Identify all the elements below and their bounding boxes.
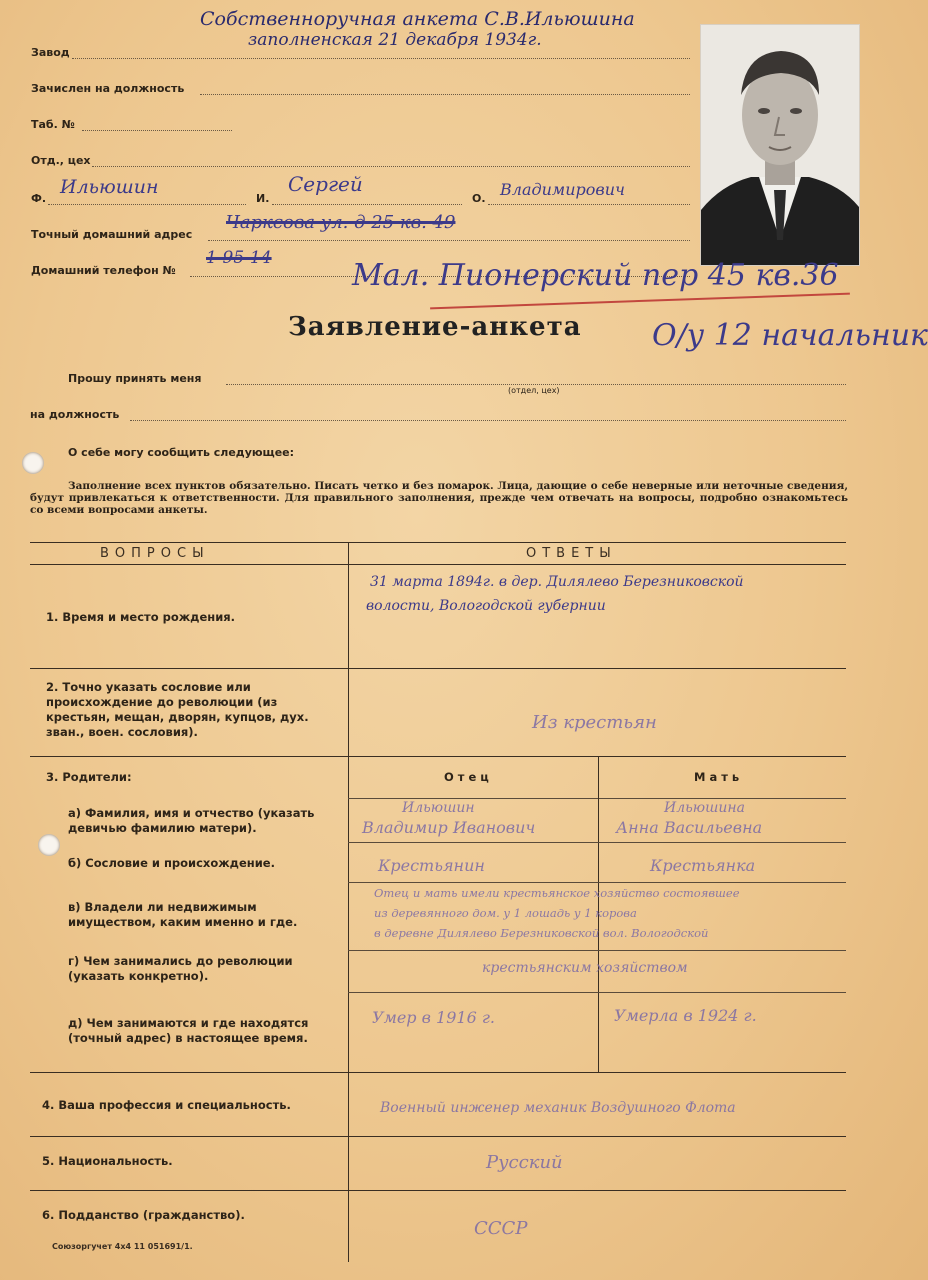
table-top-border: [30, 542, 846, 543]
question-3g: г) Чем занимались до революции (указать конкретно).: [68, 954, 293, 983]
label-prosh: Прошу принять меня: [68, 372, 202, 385]
answer-3v-line-3: в деревне Дилялево Березниковской вол. Вологодской: [374, 926, 709, 940]
answer-1-line-2: волости, Вологодской губернии: [366, 598, 606, 614]
instructions-note: Заполнение всех пунктов обязательно. Писать четко и без помарок. Лица, дающие о себе неверные или неточные сведения, будут привлекаться к ответственности. Для правильного заполнения, прежде чем отвечать на вопросы, подробно ознакомьтесь со всеми вопросами анкеты.: [30, 480, 848, 516]
question-3a: а) Фамилия, имя и отчество (указать девичью фамилию матери).: [68, 806, 315, 835]
label-o-sebe: О себе могу сообщить следующее:: [68, 446, 295, 459]
answer-3a-father-2: Владимир Иванович: [362, 818, 536, 837]
parents-father-header: Отец: [444, 770, 493, 784]
answer-3v-line-2: из деревянного дом. у 1 лошадь у 1 корова: [374, 906, 637, 920]
answer-3d-mother: Умерла в 1924 г.: [614, 1006, 757, 1025]
hw-name: Сергей: [288, 172, 363, 196]
row-border-4: [30, 1136, 846, 1137]
line-zavod: [72, 58, 690, 59]
parents-header-border: [348, 798, 846, 799]
answer-3a-mother-1: Ильюшина: [664, 800, 745, 816]
line-dolzhnost: [130, 420, 846, 421]
question-2: 2. Точно указать сословие или происхождение до революции (из крестьян, мещан, дворян, купцов, дух. зван., воен. сословия).: [46, 680, 309, 739]
row-border-3g: [348, 992, 846, 993]
line-tab: [82, 130, 232, 131]
label-tab: Таб. №: [31, 118, 75, 131]
line-i: [272, 204, 462, 205]
form-title: Заявление-анкета: [288, 312, 582, 342]
answer-3b-mother: Крестьянка: [650, 856, 756, 875]
label-address: Точный домашний адрес: [31, 228, 193, 241]
label-dolzhnost: на должность: [30, 408, 120, 421]
row-border-3: [30, 1072, 846, 1073]
red-underline: [430, 293, 850, 310]
hw-phone-struck: 1-95-14: [206, 248, 272, 268]
answer-3a-father-1: Ильюшин: [402, 800, 475, 816]
line-prosh: [226, 384, 846, 385]
label-zavod: Завод: [31, 46, 70, 59]
portrait-photo: [700, 24, 860, 266]
label-phone: Домашний телефон №: [31, 264, 176, 277]
row-border-2: [30, 756, 846, 757]
question-3b: б) Сословие и происхождение.: [68, 856, 275, 870]
handwritten-title-line-1: Собственноручная анкета С.В.Ильюшина: [200, 8, 635, 30]
answer-5: Русский: [486, 1152, 563, 1173]
question-3d: д) Чем занимаются и где находятся (точный адрес) в настоящее время.: [68, 1016, 309, 1045]
hw-dept: О/у 12 начальник: [652, 318, 928, 353]
question-4: 4. Ваша профессия и специальность.: [42, 1098, 291, 1112]
answer-1-line-1: 31 марта 1894г. в дер. Дилялево Березниковской: [370, 574, 744, 590]
label-i: И.: [256, 192, 270, 205]
row-border-3a: [348, 842, 846, 843]
line-otd: [92, 166, 690, 167]
line-f: [48, 204, 246, 205]
question-3v: в) Владели ли недвижимым имуществом, каким именно и где.: [68, 900, 298, 929]
parents-mother-header: Мать: [694, 770, 744, 784]
table-header-border: [30, 564, 846, 565]
label-f: Ф.: [31, 192, 47, 205]
answer-3g: крестьянским хозяйством: [482, 960, 688, 976]
answer-2: Из крестьян: [532, 712, 657, 733]
answer-3d-father: Умер в 1916 г.: [372, 1008, 495, 1027]
label-zachislen: Зачислен на должность: [31, 82, 185, 95]
label-o: О.: [472, 192, 486, 205]
punch-hole-top: [22, 452, 44, 474]
row-border-3v: [348, 950, 846, 951]
table-column-divider: [348, 542, 349, 1262]
col-questions: ВОПРОСЫ: [100, 546, 210, 561]
answer-3v-line-1: Отец и мать имели крестьянское хозяйство состоявшее: [374, 886, 740, 900]
row-border-3b: [348, 882, 846, 883]
hw-surname: Ильюшин: [60, 176, 159, 198]
answer-3b-father: Крестьянин: [378, 856, 485, 875]
printer-mark: Союзоргучет 4х4 11 051691/1.: [52, 1242, 193, 1251]
answer-3a-mother-2: Анна Васильевна: [616, 818, 763, 837]
question-6: 6. Подданство (гражданство).: [42, 1208, 245, 1222]
line-zachislen: [200, 94, 690, 95]
handwritten-title-line-2: заполненская 21 декабря 1934г.: [248, 30, 542, 50]
col-answers: ОТВЕТЫ: [526, 546, 617, 561]
hw-new-address: Мал. Пионерский пер 45 кв.36: [352, 258, 839, 293]
label-otd: Отд., цех: [31, 154, 91, 167]
row-border-1: [30, 668, 846, 669]
answer-6: СССР: [474, 1218, 528, 1239]
hw-address-struck: Чарксова ул. д 25 кв. 49: [226, 212, 456, 233]
hw-patronymic: Владимирович: [500, 180, 625, 199]
punch-hole-bottom: [38, 834, 60, 856]
row-border-5: [30, 1190, 846, 1191]
question-3: 3. Родители:: [46, 770, 132, 784]
answer-4: Военный инженер механик Воздушного Флота: [380, 1100, 736, 1116]
question-1: 1. Время и место рождения.: [46, 610, 236, 624]
line-address: [208, 240, 690, 241]
otdel-hint: (отдел, цех): [508, 386, 560, 395]
line-o: [488, 204, 690, 205]
question-5: 5. Национальность.: [42, 1154, 173, 1168]
